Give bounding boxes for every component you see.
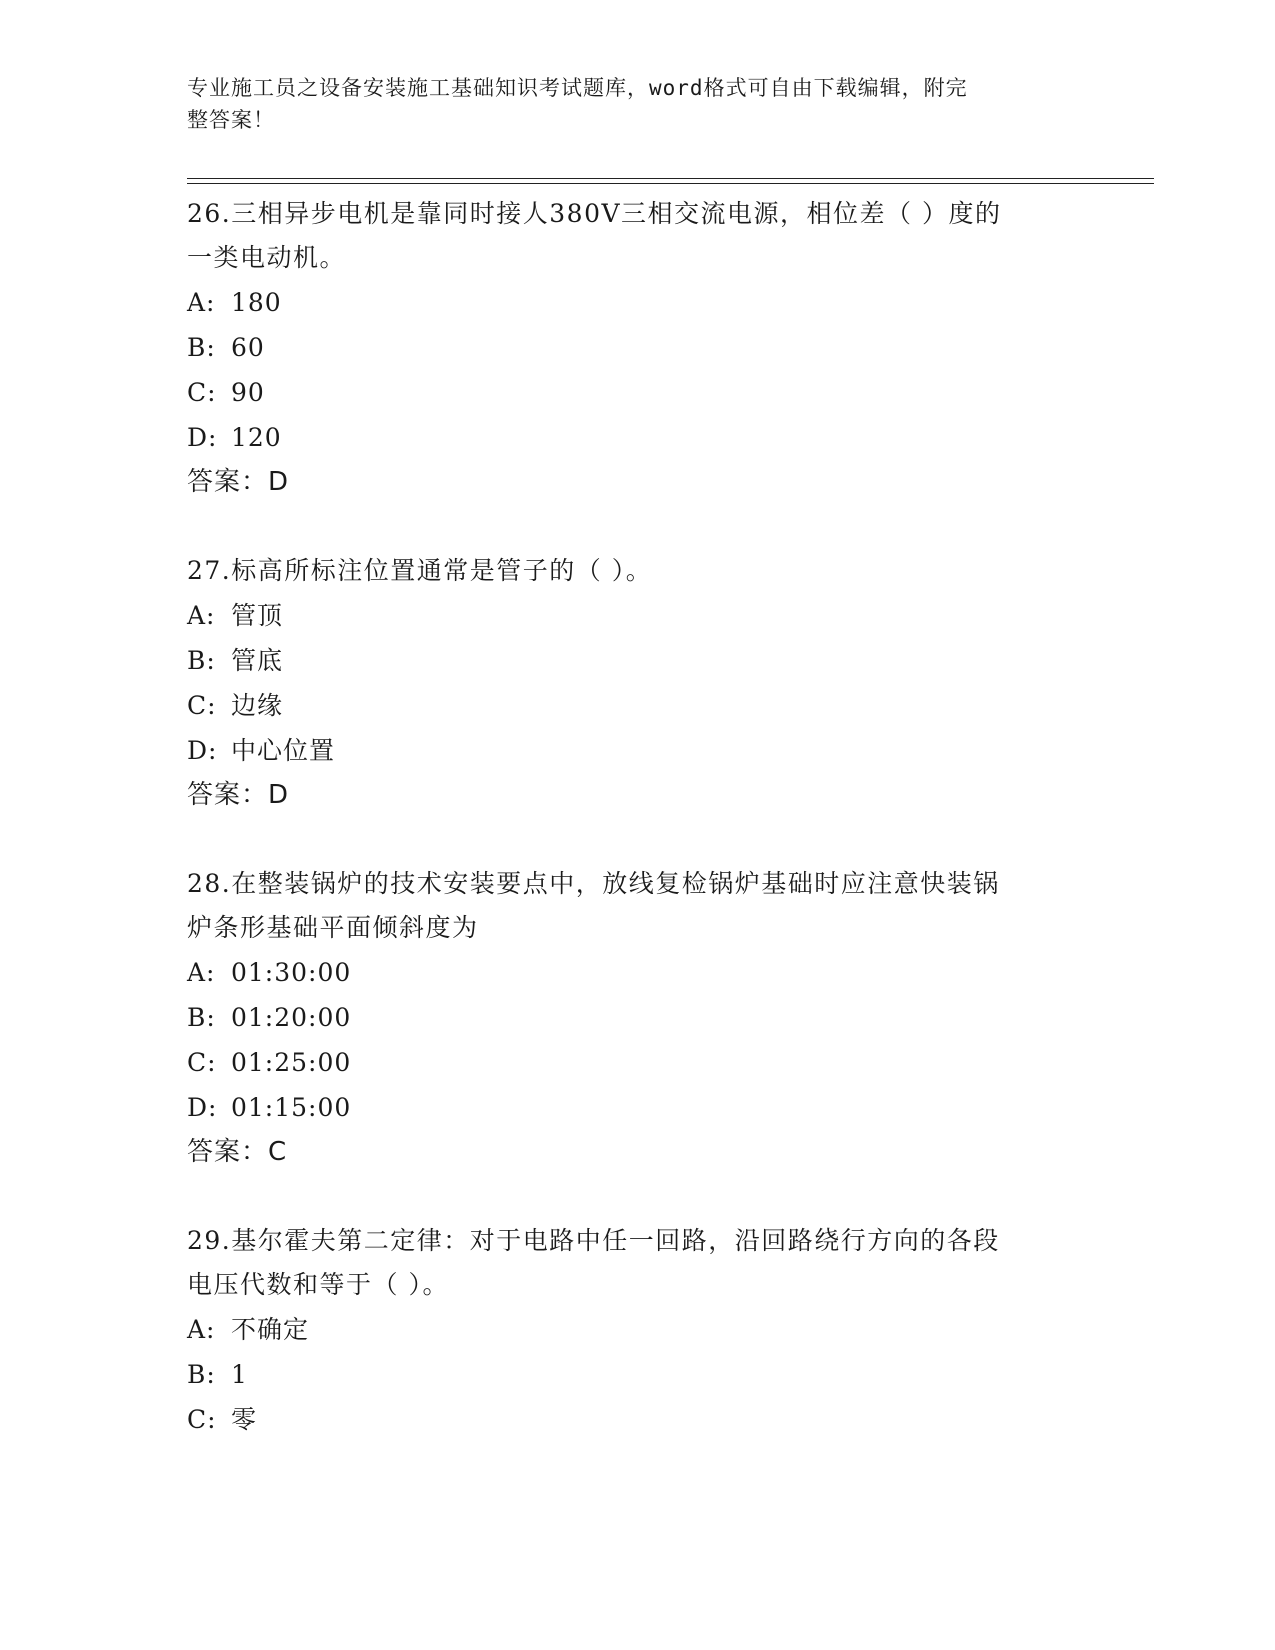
option-letter: C: (187, 1405, 217, 1434)
question-text: 28.在整装锅炉的技术安装要点中，放线复检锅炉基础时应注意快装锅 (187, 869, 1000, 898)
option-b (187, 638, 1087, 683)
option-value: 中心位置 (231, 736, 336, 765)
question-spacer (187, 1174, 1087, 1219)
option-value: 管底 (231, 646, 284, 675)
option-letter: B: (187, 1003, 216, 1032)
option-value: 01:25:00 (231, 1048, 352, 1077)
option-c (187, 370, 1087, 415)
option-c (187, 1040, 1087, 1085)
header-line-2: 整答案！ (187, 108, 275, 132)
option-value: 120 (231, 423, 282, 452)
question-text: 26.三相异步电机是靠同时接人380V三相交流电源，相位差（ ）度的 (187, 199, 1002, 228)
option-d (187, 728, 1087, 773)
option-letter: C: (187, 1048, 217, 1077)
document-header (187, 72, 1067, 136)
option-d (187, 415, 1087, 460)
option-a (187, 1307, 1087, 1352)
option-letter: A: (187, 958, 216, 987)
question-29 (187, 1219, 1087, 1442)
question-27 (187, 549, 1087, 817)
option-letter: B: (187, 1360, 216, 1389)
option-b (187, 325, 1087, 370)
question-text-continued: 电压代数和等于（ ）。 (187, 1270, 449, 1299)
option-value: 60 (231, 333, 265, 362)
question-text: 27.标高所标注位置通常是管子的（ ）。 (187, 556, 653, 585)
header-line-1: 专业施工员之设备安装施工基础知识考试题库，word格式可自由下载编辑，附完 (187, 76, 968, 100)
option-letter: A: (187, 601, 216, 630)
option-letter: C: (187, 691, 217, 720)
answer-line: 答案：D (187, 467, 290, 497)
option-c (187, 683, 1087, 728)
option-value: 零 (231, 1405, 258, 1434)
option-b (187, 995, 1087, 1040)
option-letter: B: (187, 333, 216, 362)
option-value: 180 (231, 288, 282, 317)
option-letter: A: (187, 288, 216, 317)
question-list (187, 192, 1087, 1442)
option-value: 01:30:00 (231, 958, 352, 987)
option-d (187, 1085, 1087, 1130)
answer-line: 答案：D (187, 780, 290, 810)
option-a (187, 280, 1087, 325)
option-b (187, 1352, 1087, 1397)
header-divider-top (187, 178, 1154, 179)
option-letter: B: (187, 646, 216, 675)
option-value: 不确定 (231, 1315, 310, 1344)
option-c (187, 1397, 1087, 1442)
option-letter: D: (187, 423, 218, 452)
question-text-continued: 一类电动机。 (187, 243, 347, 272)
option-value: 01:20:00 (231, 1003, 352, 1032)
option-a (187, 950, 1087, 995)
option-value: 01:15:00 (231, 1093, 352, 1122)
option-value: 90 (231, 378, 265, 407)
option-a (187, 593, 1087, 638)
option-value: 管顶 (231, 601, 284, 630)
question-28 (187, 862, 1087, 1174)
question-text-continued: 炉条形基础平面倾斜度为 (187, 913, 479, 942)
answer-line: 答案：C (187, 1137, 288, 1167)
option-letter: A: (187, 1315, 216, 1344)
question-spacer (187, 817, 1087, 862)
question-text: 29.基尔霍夫第二定律：对于电路中任一回路，沿回路绕行方向的各段 (187, 1226, 1000, 1255)
option-letter: D: (187, 1093, 218, 1122)
option-value: 边缘 (231, 691, 284, 720)
option-value: 1 (231, 1360, 248, 1389)
header-divider-bottom (187, 183, 1154, 184)
option-letter: C: (187, 378, 217, 407)
option-letter: D: (187, 736, 218, 765)
question-spacer (187, 504, 1087, 549)
question-26 (187, 192, 1087, 504)
